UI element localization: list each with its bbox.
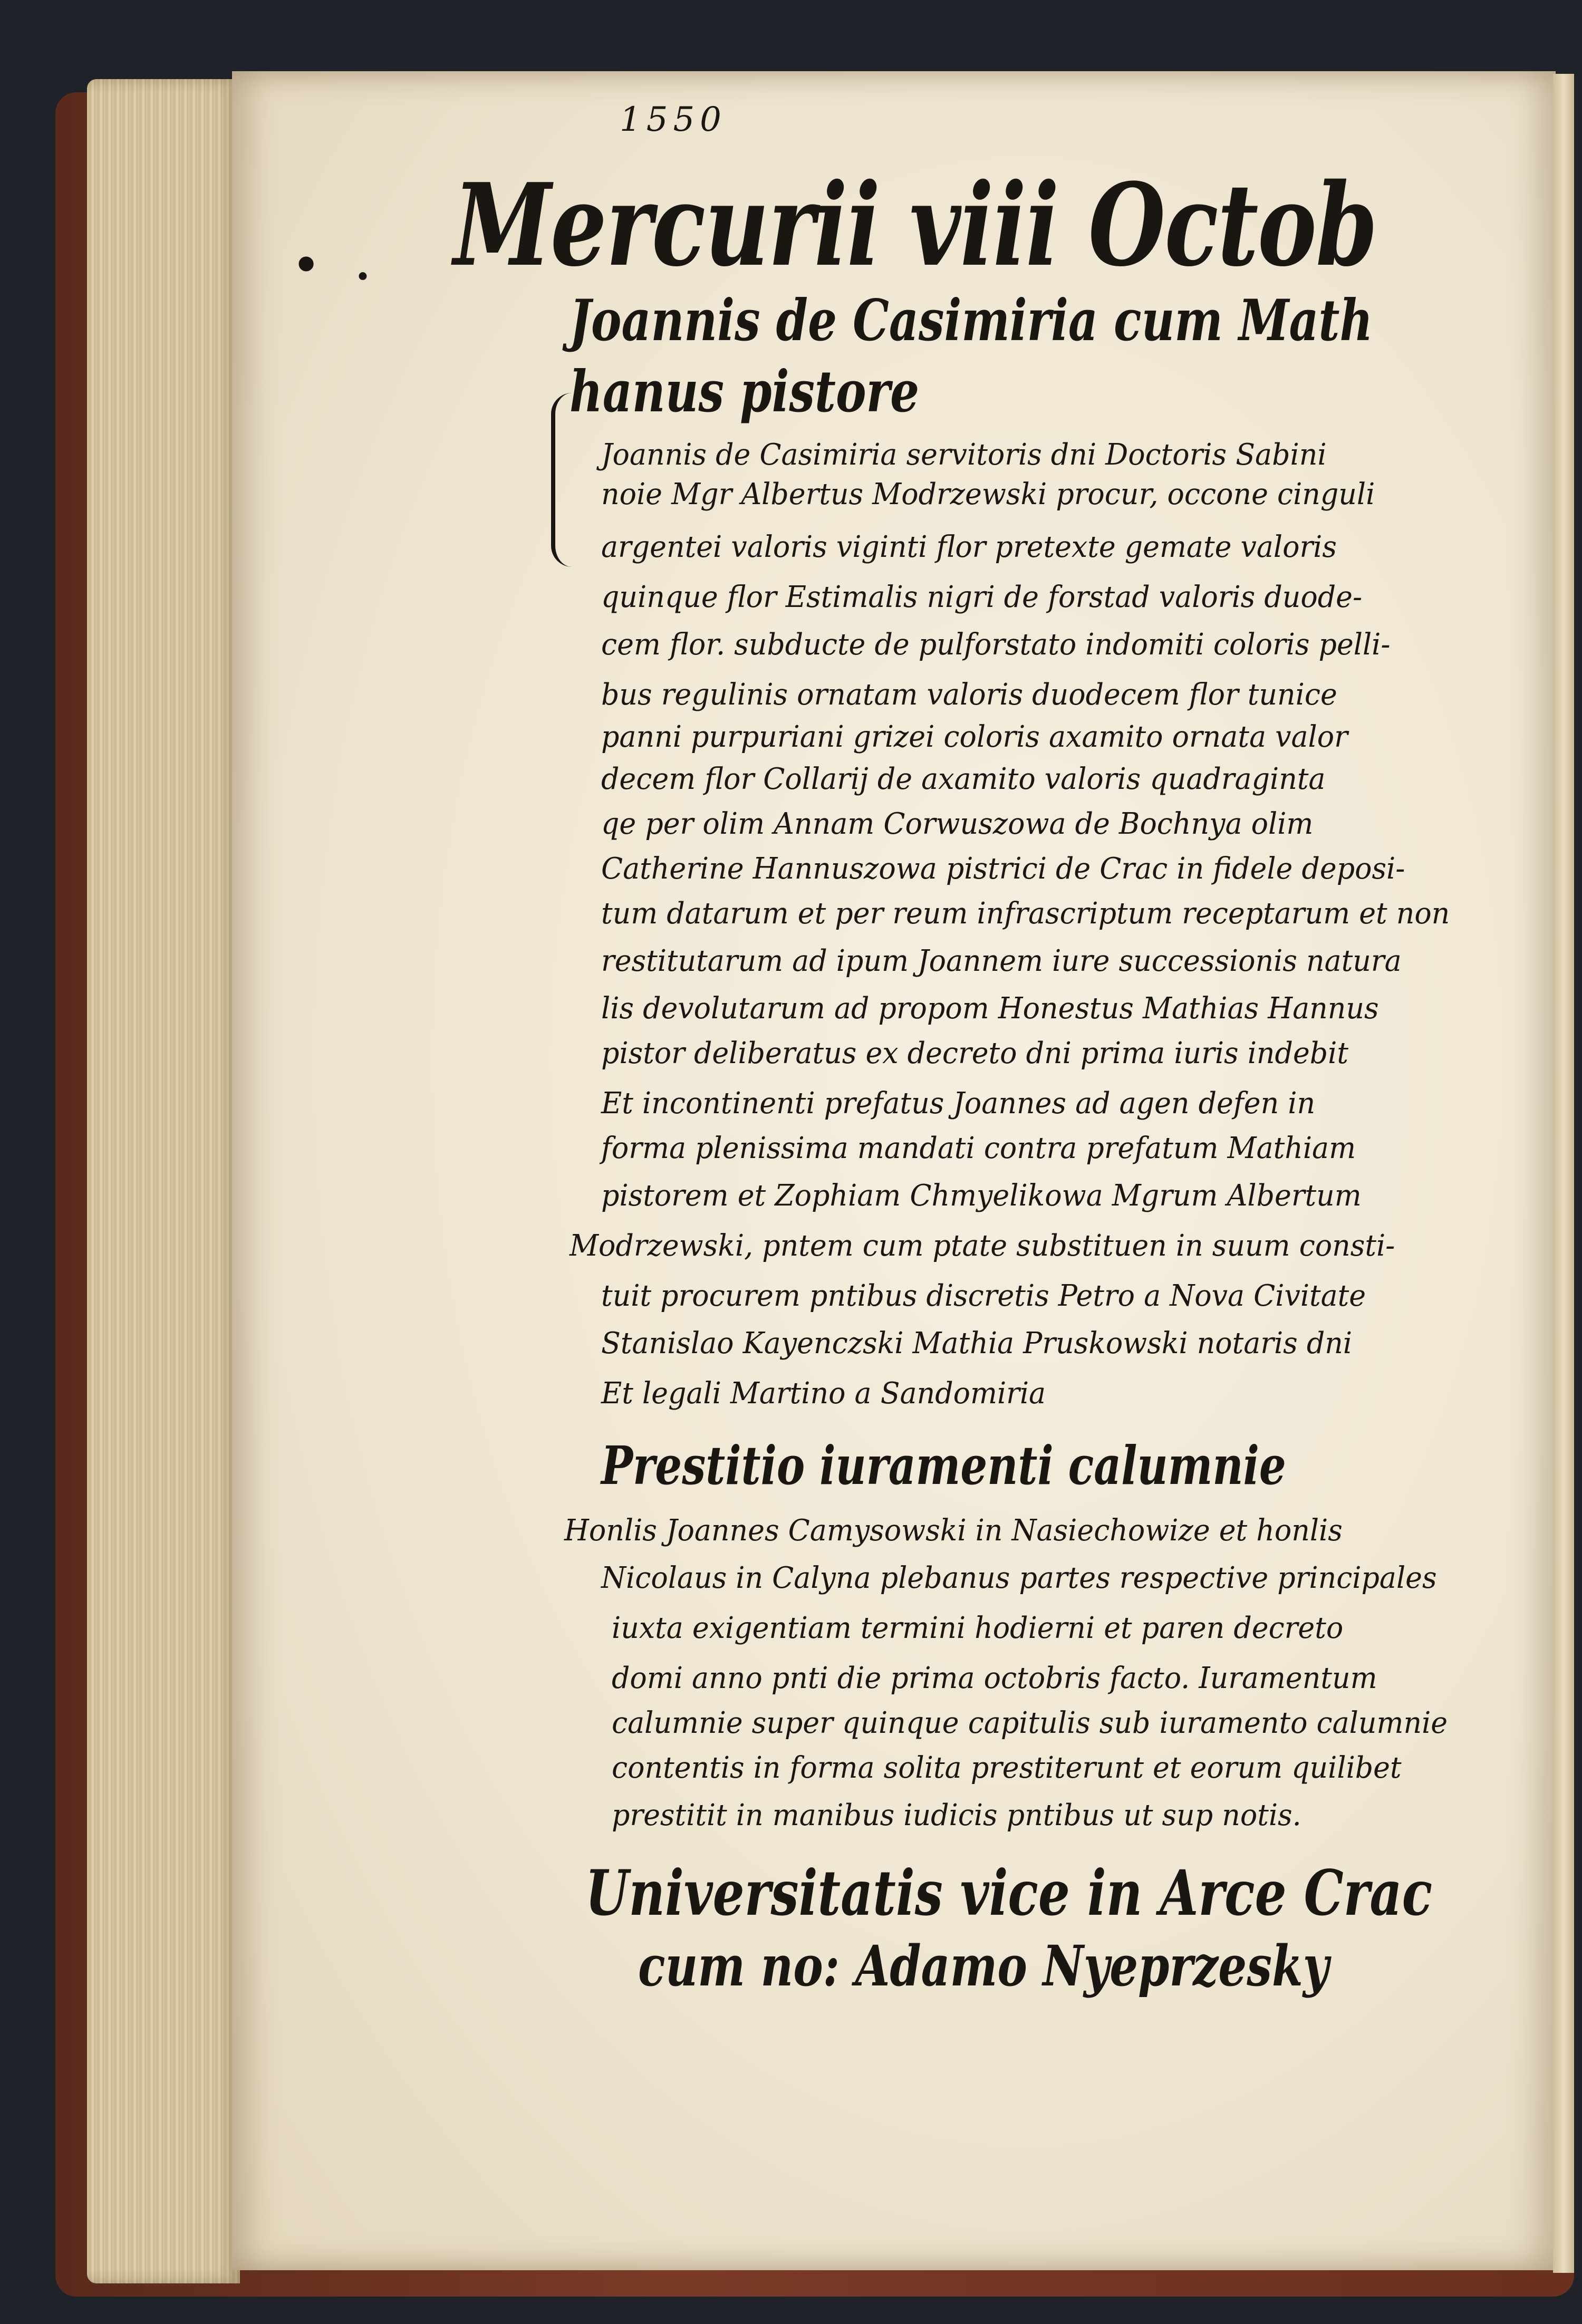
date-heading: Mercurii viii Octob xyxy=(454,158,1377,292)
margin-marks: • . xyxy=(293,240,381,290)
entry1-title-line2: hanus pistore xyxy=(570,359,920,425)
entry1-title-line1: Joannis de Casimiria cum Math xyxy=(570,287,1373,354)
page-edges xyxy=(87,79,240,2283)
entry2-line: contentis in forma solita prestiterunt et eorum quilibet xyxy=(612,1751,1402,1785)
entry2-line: calumnie super quinque capitulis sub iuramento calumnie xyxy=(612,1706,1448,1740)
entry2-line: Nicolaus in Calyna plebanus partes respective principales xyxy=(601,1561,1437,1595)
entry1-line: Catherine Hannuszowa pistrici de Crac in fidele deposi- xyxy=(601,852,1405,886)
entry2-line: prestitit in manibus iudicis pntibus ut sup notis. xyxy=(612,1798,1301,1833)
entry1-line: Stanislao Kayenczski Mathia Pruskowski notaris dni xyxy=(601,1326,1353,1361)
initial-flourish xyxy=(551,393,576,567)
entry1-line: panni purpuriani grizei coloris axamito ornata valor xyxy=(601,720,1348,754)
facing-page-edge xyxy=(1553,74,1574,2273)
entry1-line: lis devolutarum ad propom Honestus Mathias Hannus xyxy=(601,991,1379,1026)
entry1-line: pistor deliberatus ex decreto dni prima iuris indebit xyxy=(601,1036,1348,1071)
entry2-title: Prestitio iuramenti calumnie xyxy=(601,1434,1286,1497)
entry1-line: tuit procurem pntibus discretis Petro a Nova Civitate xyxy=(601,1279,1366,1313)
entry1-line: Joannis de Casimiria servitoris dni Doctoris Sabini xyxy=(601,438,1327,472)
entry2-line: iuxta exigentiam termini hodierni et paren decreto xyxy=(612,1611,1344,1645)
entry3-title-line1: Universitatis vice in Arce Crac xyxy=(585,1856,1433,1930)
entry1-line: qe per olim Annam Corwuszowa de Bochnya olim xyxy=(601,807,1314,841)
entry3-title-line2: cum no: Adamo Nyeprzesky xyxy=(638,1933,1329,1999)
entry1-line: pistorem et Zophiam Chmyelikowa Mgrum Albertum xyxy=(601,1179,1362,1213)
entry1-line: argentei valoris viginti flor pretexte gemate valoris xyxy=(601,530,1337,564)
entry1-line: quinque flor Estimalis nigri de forstad valoris duode- xyxy=(601,580,1363,614)
entry1-line: bus regulinis ornatam valoris duodecem flor tunice xyxy=(601,678,1337,712)
entry1-line: tum datarum et per reum infrascriptum receptarum et non xyxy=(601,896,1450,931)
entry1-line: Et legali Martino a Sandomiria xyxy=(601,1376,1046,1411)
entry2-line: Honlis Joannes Camysowski in Nasiechowize et honlis xyxy=(564,1513,1343,1548)
entry1-line: forma plenissima mandati contra prefatum Mathiam xyxy=(601,1131,1356,1165)
entry1-line: restitutarum ad ipum Joannem iure successionis natura xyxy=(601,944,1402,978)
entry1-line: cem flor. subducte de pulforstato indomiti coloris pelli- xyxy=(601,628,1391,662)
entry1-line: decem flor Collarij de axamito valoris quadraginta xyxy=(601,762,1326,796)
entry1-line: Modrzewski, pntem cum ptate substituen in suum consti- xyxy=(570,1229,1395,1263)
folio-number: 1550 xyxy=(620,100,727,139)
entry2-line: domi anno pnti die prima octobris facto. Iuramentum xyxy=(612,1661,1377,1695)
entry1-line: Et incontinenti prefatus Joannes ad agen defen in xyxy=(601,1086,1316,1121)
entry1-line: noie Mgr Albertus Modrzewski procur, occone cinguli xyxy=(601,477,1375,512)
